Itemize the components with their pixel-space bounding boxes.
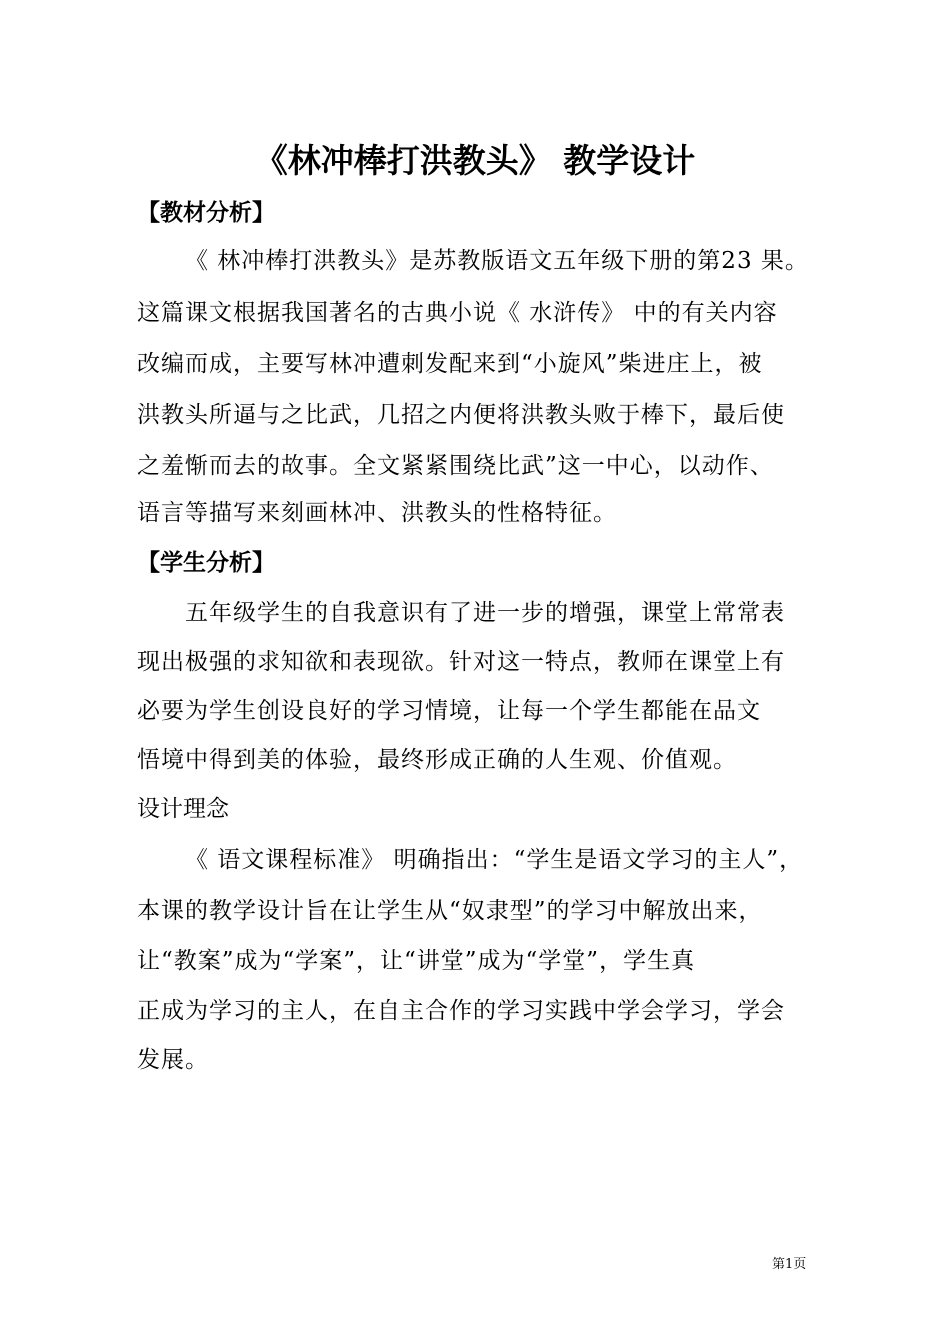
paragraph-line: 《 林冲棒打洪教头》是苏教版语文五年级下册的第23 果。: [185, 248, 809, 274]
paragraph-line: 《 语文课程标准》 明确指出：“学生是语文学习的主人”，: [185, 847, 804, 873]
paragraph-line: 这篇课文根据我国著名的古典小说《 水浒传》 中的有关内容: [137, 300, 778, 326]
paragraph-line: 语言等描写来刻画林冲、洪教头的性格特征。: [137, 500, 617, 526]
paragraph-line: 之羞惭而去的故事。全文紧紧围绕比武”这一中心，以动作、: [137, 453, 774, 479]
paragraph-line: 悟境中得到美的体验，最终形成正确的人生观、价值观。: [137, 747, 737, 773]
paragraph-line: 正成为学习的主人，在自主合作的学习实践中学会学习，学会: [137, 998, 785, 1024]
paragraph-line: 让“教案”成为“学案”，让“讲堂”成为“学堂”，学生真: [137, 948, 696, 974]
paragraph-line: 洪教头所逼与之比武，几招之内便将洪教头败于棒下，最后使: [137, 402, 785, 428]
section-heading-student-analysis: 【学生分析】: [137, 550, 275, 576]
paragraph-line: 五年级学生的自我意识有了进一步的增强，课堂上常常表: [185, 600, 785, 626]
paragraph-line: 改编而成，主要写林冲遭刺发配来到“小旋风”柴进庄上，被: [137, 351, 763, 377]
page-number: 第1页: [772, 1257, 807, 1272]
paragraph-line: 必要为学生创设良好的学习情境，让每一个学生都能在品文: [137, 698, 761, 724]
document-title: 《林冲棒打洪教头》 教学设计: [254, 141, 696, 180]
section-heading-design-concept: 设计理念: [137, 796, 229, 822]
section-heading-textbook-analysis: 【教材分析】: [137, 200, 275, 226]
paragraph-line: 现出极强的求知欲和表现欲。针对这一特点，教师在课堂上有: [137, 649, 785, 675]
paragraph-line: 发展。: [137, 1047, 209, 1073]
paragraph-line: 本课的教学设计旨在让学生从“奴隶型”的学习中解放出来，: [137, 898, 763, 924]
